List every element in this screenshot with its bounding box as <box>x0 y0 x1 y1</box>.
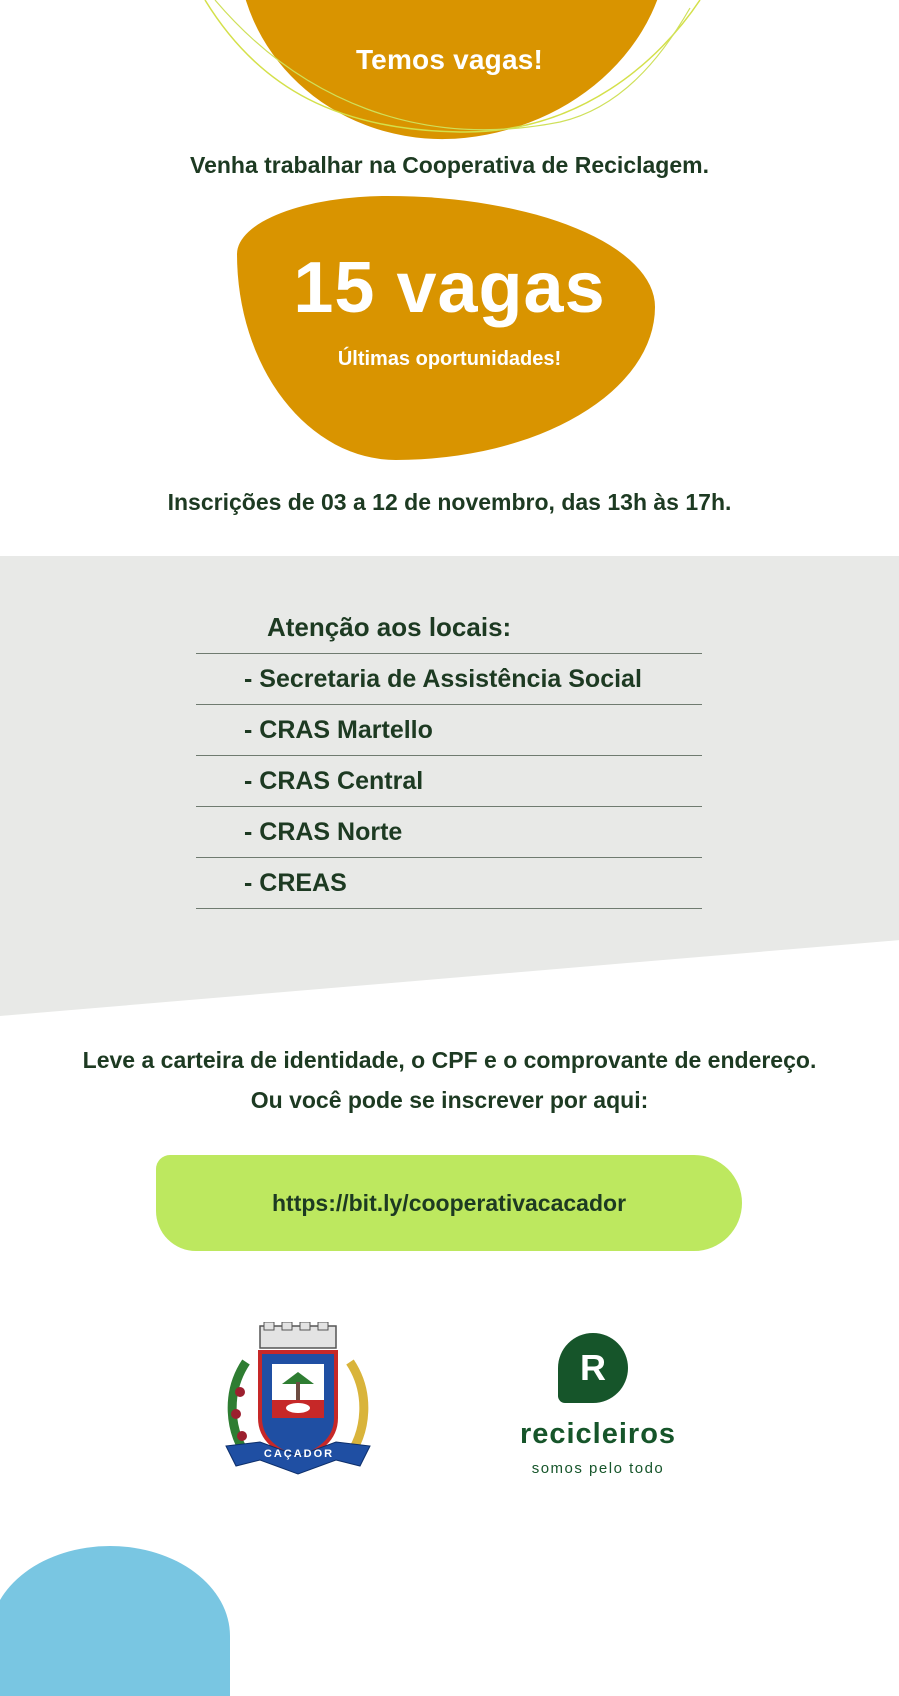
blue-corner-shape <box>0 1546 230 1696</box>
documentos-line-1: Leve a carteira de identidade, o CPF e o comprovante de endereço. <box>82 1047 817 1073</box>
vagas-count: 15 vagas <box>293 248 606 328</box>
list-item: - CRAS Norte <box>196 807 702 858</box>
page-title: Temos vagas! <box>355 44 544 75</box>
top-orange-blob <box>219 0 688 160</box>
intro-text: Venha trabalhar na Cooperativa de Reciclagem. <box>190 152 709 178</box>
municipio-name: CAÇADOR <box>263 1448 335 1460</box>
documentos-line-2: Ou você pode se inscrever por aqui: <box>250 1087 649 1113</box>
vagas-blob <box>237 196 655 460</box>
recicleiros-tagline: somos pelo todo <box>531 1460 665 1477</box>
locais-list <box>196 653 702 909</box>
inscricao-link-text: https://bit.ly/cooperativacacador <box>271 1189 627 1216</box>
locais-title: Atenção aos locais: <box>267 612 512 642</box>
list-item: - Secretaria de Assistência Social <box>196 654 702 705</box>
inscricoes-text: Inscrições de 03 a 12 de novembro, das 13h às 17h. <box>167 489 732 515</box>
inscricao-link-button[interactable] <box>156 1155 742 1251</box>
list-item: - CREAS <box>196 858 702 909</box>
documentos-text <box>0 1040 899 1120</box>
vagas-subtitle: Últimas oportunidades! <box>337 348 562 370</box>
recicleiros-logo-icon: R <box>558 1333 628 1403</box>
list-item: - CRAS Martello <box>196 705 702 756</box>
list-item: - CRAS Central <box>196 756 702 807</box>
recicleiros-name: recicleiros <box>519 1418 677 1450</box>
